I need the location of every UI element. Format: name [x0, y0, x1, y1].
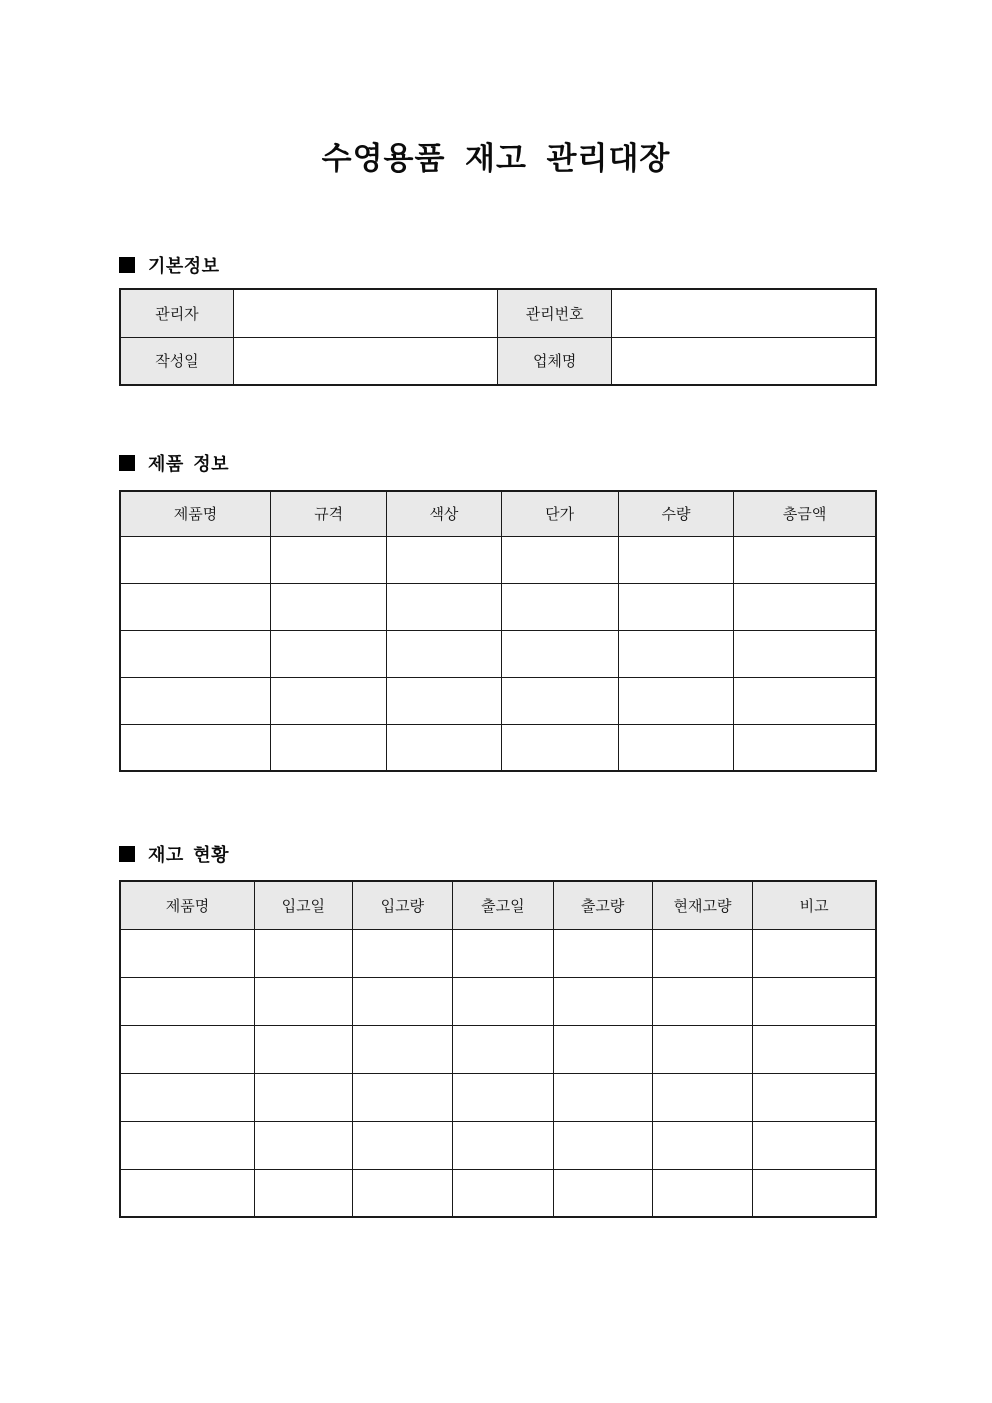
empty-cell	[734, 677, 876, 724]
empty-cell	[652, 1073, 753, 1121]
empty-cell	[255, 977, 353, 1025]
empty-cell	[652, 1025, 753, 1073]
column-header-total-amount: 총금액	[734, 491, 876, 536]
table-row	[120, 977, 876, 1025]
empty-cell	[120, 1169, 255, 1217]
basic-info-table	[119, 288, 877, 386]
empty-cell	[553, 1121, 652, 1169]
table-row	[120, 630, 876, 677]
section-heading-basic-info	[119, 252, 220, 278]
empty-cell	[120, 724, 270, 771]
empty-cell	[753, 1025, 876, 1073]
empty-cell	[652, 929, 753, 977]
empty-cell	[255, 1169, 353, 1217]
empty-cell	[120, 677, 270, 724]
empty-cell	[553, 1169, 652, 1217]
section-heading-inventory-status-label: 재고 현황	[148, 845, 230, 865]
table-row	[120, 929, 876, 977]
field-label-manager: 관리자	[120, 289, 233, 337]
empty-cell	[120, 929, 255, 977]
column-header-product-name: 제품명	[120, 881, 255, 929]
table-row	[120, 289, 876, 337]
empty-cell	[553, 929, 652, 977]
empty-cell	[618, 724, 734, 771]
column-header-receiving-date: 입고일	[255, 881, 353, 929]
column-header-current-stock: 현재고량	[652, 881, 753, 929]
table-row	[120, 724, 876, 771]
column-header-quantity: 수량	[618, 491, 734, 536]
column-header-unit-price: 단가	[501, 491, 618, 536]
empty-cell	[387, 677, 501, 724]
empty-cell	[652, 977, 753, 1025]
column-header-shipping-quantity: 출고량	[553, 881, 652, 929]
empty-cell	[352, 1121, 453, 1169]
empty-cell	[501, 583, 618, 630]
field-label-creation-date: 작성일	[120, 337, 233, 385]
empty-cell	[453, 1169, 554, 1217]
empty-cell	[501, 677, 618, 724]
document-title: 수영용품 재고 관리대장	[321, 141, 671, 176]
section-heading-inventory-status	[119, 841, 229, 867]
empty-cell	[618, 677, 734, 724]
inventory-table-body	[120, 929, 876, 1217]
column-header-specification: 규격	[270, 491, 386, 536]
empty-cell	[553, 1025, 652, 1073]
table-row	[120, 1169, 876, 1217]
section-heading-basic-info-label: 기본정보	[148, 256, 220, 276]
empty-cell	[453, 1121, 554, 1169]
empty-cell	[753, 1169, 876, 1217]
table-row	[120, 677, 876, 724]
empty-cell	[270, 583, 386, 630]
section-heading-product-info-label: 제품 정보	[148, 454, 230, 474]
table-header-row	[120, 881, 876, 929]
empty-cell	[553, 977, 652, 1025]
column-header-remarks: 비고	[753, 881, 876, 929]
product-table-body	[120, 536, 876, 771]
empty-cell	[255, 929, 353, 977]
empty-cell	[618, 536, 734, 583]
empty-cell	[120, 583, 270, 630]
empty-cell	[753, 977, 876, 1025]
empty-cell	[734, 724, 876, 771]
empty-cell	[270, 536, 386, 583]
empty-cell	[553, 1073, 652, 1121]
empty-cell	[387, 583, 501, 630]
table-row	[120, 536, 876, 583]
column-header-shipping-date: 출고일	[453, 881, 554, 929]
empty-cell	[501, 536, 618, 583]
empty-cell	[652, 1121, 753, 1169]
section-marker-icon	[119, 455, 135, 471]
empty-cell	[387, 630, 501, 677]
empty-cell	[120, 536, 270, 583]
table-row	[120, 1121, 876, 1169]
field-label-company-name: 업체명	[498, 337, 611, 385]
empty-cell	[270, 630, 386, 677]
empty-cell	[453, 977, 554, 1025]
empty-cell	[753, 1121, 876, 1169]
empty-cell	[352, 977, 453, 1025]
empty-cell	[352, 929, 453, 977]
empty-cell	[501, 724, 618, 771]
empty-cell	[387, 724, 501, 771]
section-marker-icon	[119, 257, 135, 273]
empty-cell	[120, 977, 255, 1025]
inventory-status-table	[119, 880, 877, 1218]
table-row	[120, 1025, 876, 1073]
field-value-creation-date	[233, 337, 498, 385]
column-header-product-name: 제품명	[120, 491, 270, 536]
empty-cell	[352, 1073, 453, 1121]
table-row	[120, 583, 876, 630]
empty-cell	[753, 1073, 876, 1121]
empty-cell	[352, 1169, 453, 1217]
empty-cell	[352, 1025, 453, 1073]
table-row	[120, 337, 876, 385]
section-marker-icon	[119, 846, 135, 862]
empty-cell	[270, 677, 386, 724]
empty-cell	[387, 536, 501, 583]
product-info-table	[119, 490, 877, 772]
empty-cell	[453, 929, 554, 977]
empty-cell	[120, 1073, 255, 1121]
empty-cell	[652, 1169, 753, 1217]
column-header-receiving-quantity: 입고량	[352, 881, 453, 929]
empty-cell	[501, 630, 618, 677]
field-value-manager	[233, 289, 498, 337]
empty-cell	[270, 724, 386, 771]
table-header-row	[120, 491, 876, 536]
empty-cell	[120, 630, 270, 677]
empty-cell	[120, 1025, 255, 1073]
empty-cell	[453, 1025, 554, 1073]
field-label-management-number: 관리번호	[498, 289, 611, 337]
empty-cell	[618, 583, 734, 630]
section-heading-product-info	[119, 450, 229, 476]
empty-cell	[734, 630, 876, 677]
empty-cell	[453, 1073, 554, 1121]
empty-cell	[734, 536, 876, 583]
empty-cell	[255, 1025, 353, 1073]
empty-cell	[618, 630, 734, 677]
empty-cell	[734, 583, 876, 630]
empty-cell	[255, 1121, 353, 1169]
table-row	[120, 1073, 876, 1121]
field-value-company-name	[611, 337, 876, 385]
empty-cell	[120, 1121, 255, 1169]
empty-cell	[753, 929, 876, 977]
column-header-color: 색상	[387, 491, 501, 536]
field-value-management-number	[611, 289, 876, 337]
empty-cell	[255, 1073, 353, 1121]
